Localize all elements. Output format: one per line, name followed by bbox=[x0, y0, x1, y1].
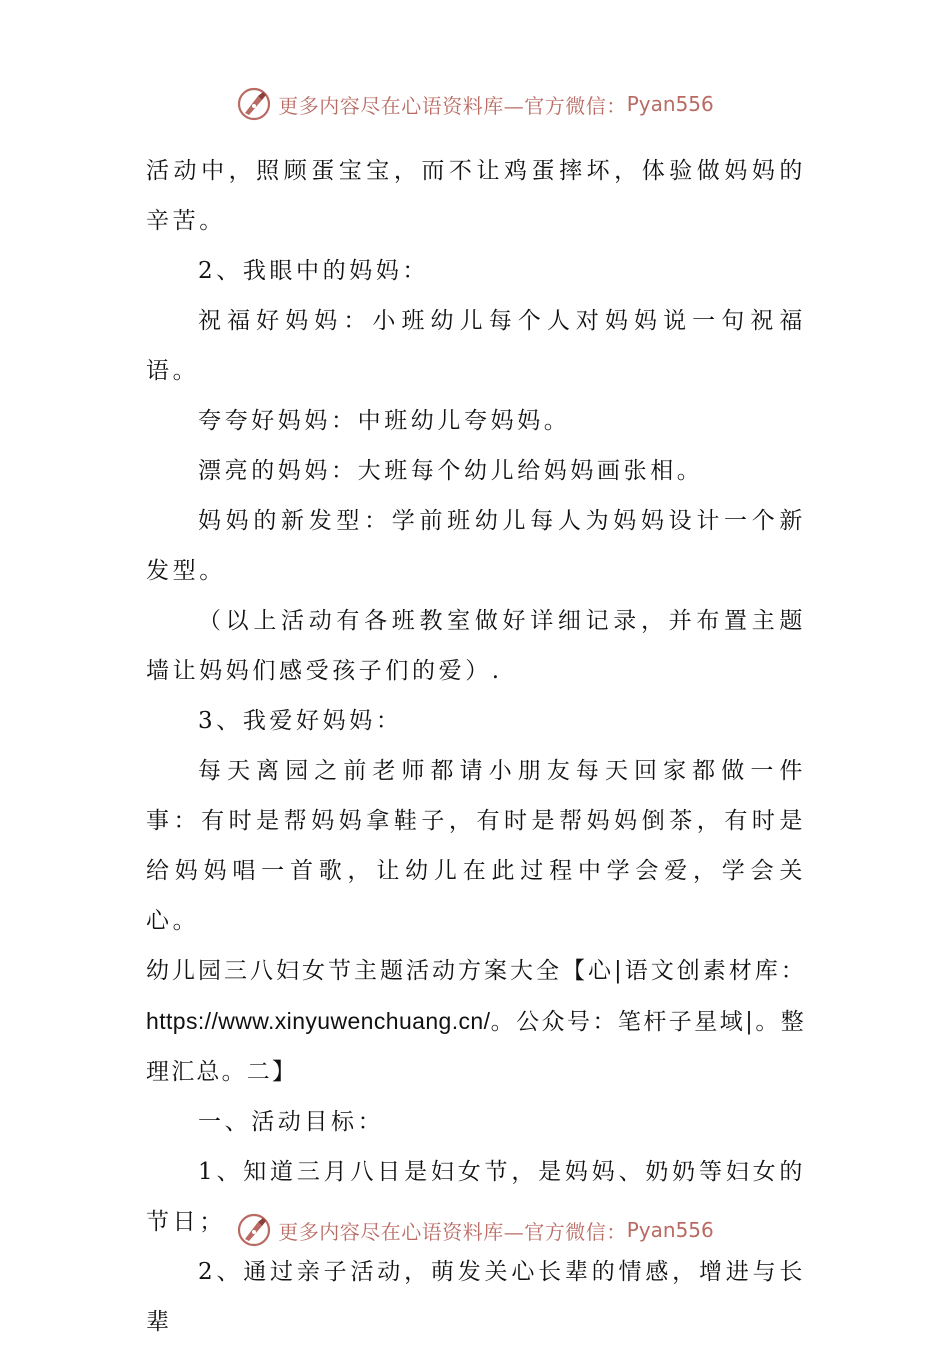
paragraph: 每天离园之前老师都请小朋友每天回家都做一件事：有时是帮妈妈拿鞋子，有时是帮妈妈倒茶，有时是给妈妈唱一首歌，让幼儿在此过程中学会爱，学会关心。 bbox=[146, 758, 806, 934]
banner-text: 更多内容尽在心语资料库—官方微信： bbox=[278, 93, 627, 118]
paragraph: 漂亮的妈妈：大班每个幼儿给妈妈画张相。 bbox=[198, 458, 704, 484]
paragraph: 妈妈的新发型：学前班幼儿每人为妈妈设计一个新发型。 bbox=[146, 508, 806, 584]
pen-nib-logo-icon bbox=[236, 1212, 272, 1248]
source-url-link[interactable]: https://www.xinyuwenchuang.cn/ bbox=[146, 1008, 491, 1034]
section-heading: 3、我爱好妈妈： bbox=[198, 708, 403, 734]
pen-nib-logo-icon bbox=[236, 86, 272, 122]
paragraph: 活动中，照顾蛋宝宝，而不让鸡蛋摔坏，体验做妈妈的辛苦。 bbox=[146, 158, 806, 234]
paragraph: （以上活动有各班教室做好详细记录，并布置主题墙让妈妈们感受孩子们的爱）. bbox=[146, 608, 806, 684]
section-heading: 2、我眼中的妈妈： bbox=[198, 258, 430, 284]
section-heading: 一、活动目标： bbox=[198, 1109, 385, 1135]
paragraph: 1、知道三月八日是妇女节，是妈妈、奶奶等妇女的节日； bbox=[146, 1159, 806, 1235]
header-banner bbox=[0, 82, 950, 126]
document-body bbox=[146, 146, 806, 1347]
paragraph: 夸夸好妈妈：中班幼儿夸妈妈。 bbox=[198, 408, 571, 434]
wechat-id: Pyan556 bbox=[626, 92, 714, 116]
paragraph: 祝福好妈妈：小班幼儿每个人对妈妈说一句祝福语。 bbox=[146, 308, 806, 384]
banner-text: 更多内容尽在心语资料库—官方微信： bbox=[278, 1219, 627, 1244]
footer-banner bbox=[0, 1208, 950, 1252]
paragraph: 2、通过亲子活动，萌发关心长辈的情感，增进与长辈 bbox=[146, 1259, 806, 1335]
source-note-text: 幼儿园三八妇女节主题活动方案大全【心|语文创素材库： bbox=[146, 958, 806, 984]
wechat-id: Pyan556 bbox=[626, 1218, 714, 1242]
source-note bbox=[146, 946, 806, 1097]
source-note-text: 。公众号：笔杆子星域|。整理汇总。二】 bbox=[146, 1009, 806, 1085]
